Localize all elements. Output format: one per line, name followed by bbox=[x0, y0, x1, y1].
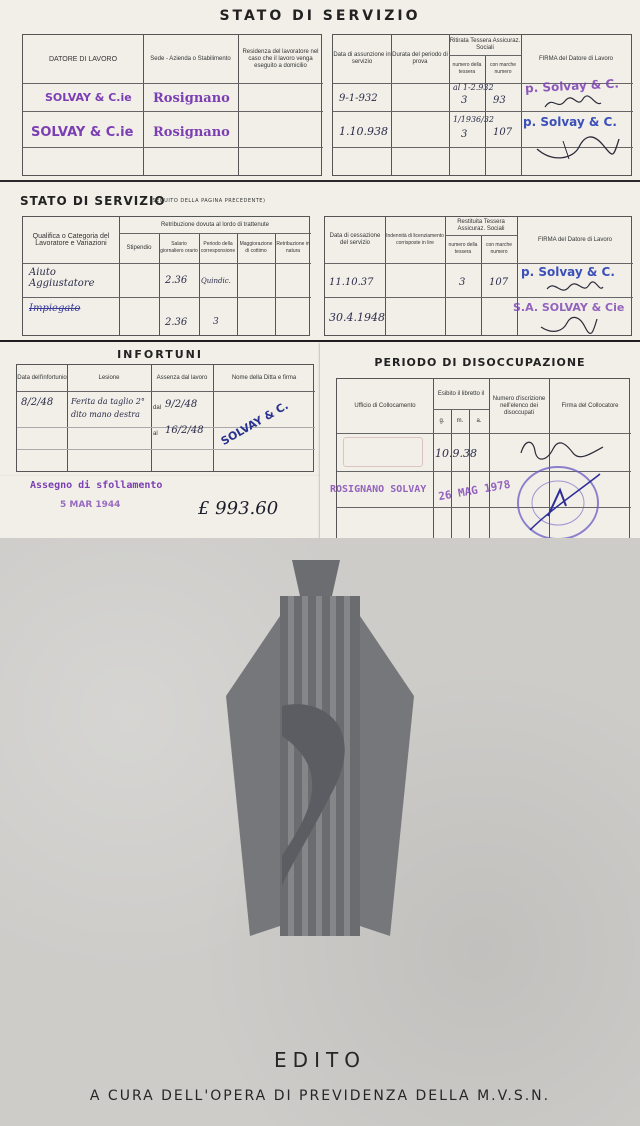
infortunio-lesione: Ferita da taglio 2° dito mano destra bbox=[71, 397, 145, 419]
infortunio-al: 16/2/48 bbox=[165, 425, 204, 436]
seguito-row2-salario: 2.36 bbox=[165, 317, 188, 328]
seguito-row2-periodo: 3 bbox=[213, 317, 219, 327]
header-con-marche: con marche numero bbox=[489, 62, 517, 75]
cover-subtitle: A CURA DELL'OPERA DI PREVIDENZA DELLA M.V.S.N. bbox=[89, 1088, 551, 1104]
row1-datore: SOLVAY & C.ie bbox=[45, 91, 132, 104]
row2-numero: 3 bbox=[461, 129, 468, 140]
row1-marche: 93 bbox=[493, 95, 506, 106]
header-periodo: Periodo della corresponsione bbox=[200, 241, 236, 254]
header-a: a. bbox=[476, 417, 482, 424]
seguito-row1-qualifica: Aiuto Aggiustatore bbox=[29, 267, 95, 289]
servizio-left-table bbox=[22, 34, 322, 176]
header-numero-tessera: numero della tessera bbox=[448, 242, 478, 255]
header-numero: numero della tessera bbox=[452, 62, 482, 75]
seguito-row2-qualifica: Impiegato bbox=[29, 303, 81, 314]
header-g: g. bbox=[439, 417, 445, 424]
seguito-row1-marche: 107 bbox=[489, 277, 509, 288]
cover-edito: EDITO bbox=[274, 1048, 366, 1072]
header-firma: FIRMA del Datore di Lavoro bbox=[538, 55, 614, 62]
assegno-label: Assegno di sfollamento bbox=[30, 480, 163, 491]
header-ditta: Nome della Ditta e firma bbox=[231, 374, 297, 381]
seguito-row2-firma-stamp: S.A. SOLVAY & Cie bbox=[513, 301, 625, 314]
header-data-assunzione: Data di assunzione in servizio bbox=[333, 52, 391, 65]
infortuni-title: INFORTUNI bbox=[117, 348, 203, 361]
row2-signature bbox=[533, 129, 623, 169]
seguito-row1-periodo: Quindic. bbox=[201, 277, 231, 285]
assegno-sheet bbox=[0, 476, 320, 538]
rosignano-stamp: ROSIGNANO SOLVAY bbox=[330, 484, 427, 495]
seguito-row2-data: 30.4.1948 bbox=[329, 311, 385, 324]
header-esibito: Esibito il libretto il bbox=[437, 390, 485, 397]
row1-firma-stamp: p. Solvay & C. bbox=[524, 76, 620, 96]
infortuni-sheet bbox=[0, 342, 320, 476]
seguito-row1-firma-stamp: p. Solvay & C. bbox=[521, 265, 615, 279]
header-assenza: Assenza dal lavoro bbox=[156, 374, 208, 381]
stato-servizio-sheet bbox=[0, 0, 640, 180]
seguito-row1-salario: 2.36 bbox=[165, 275, 188, 286]
row1-tessera-date: al 1-2.932 bbox=[453, 83, 494, 92]
row1-data: 9-1-932 bbox=[339, 93, 378, 104]
row2-firma-stamp: p. Solvay & C. bbox=[523, 115, 617, 129]
header-firma-collocatore: Firma del Collocatore bbox=[561, 402, 619, 409]
header-data-infortunio: Data dell'infortunio bbox=[17, 374, 67, 381]
header-ufficio: Ufficio di Collocamento bbox=[354, 402, 416, 409]
servizio-right-table bbox=[332, 34, 632, 176]
header-ritirata: Ritirata Tessera Assicuraz. Sociali bbox=[449, 38, 521, 51]
header-sede: Sede - Azienda o Stabilimento bbox=[150, 55, 231, 62]
assegno-amount: £ 993.60 bbox=[198, 498, 279, 519]
header-firma-datore: FIRMA del Datore di Lavoro bbox=[537, 236, 613, 243]
rosignano-stamp-date: 26 MAG 1978 bbox=[437, 477, 512, 504]
seguito-row1-data: 11.10.37 bbox=[329, 277, 374, 288]
row1-signature bbox=[543, 93, 603, 113]
header-maggiorazione: Maggiorazione di cottimo bbox=[239, 241, 273, 254]
seguito-left-table bbox=[22, 216, 310, 336]
header-retribuzione: Retribuzione dovuta al lordo di trattenute bbox=[160, 221, 270, 228]
row1-numero: 3 bbox=[461, 95, 468, 106]
row2-datore: SOLVAY & C.ie bbox=[31, 125, 134, 140]
row2-marche: 107 bbox=[493, 127, 513, 138]
header-datore: DATORE DI LAVORO bbox=[48, 55, 118, 63]
disoccupazione-title: PERIODO DI DISOCCUPAZIONE bbox=[374, 356, 586, 369]
stato-servizio-title: STATO DI SERVIZIO bbox=[219, 8, 421, 24]
infortunio-dal-label: dal bbox=[153, 405, 162, 411]
header-natura: Retribuzione in natura bbox=[276, 241, 310, 254]
row1-sede: Rosignano bbox=[153, 91, 230, 106]
seguito-row2-signature bbox=[539, 313, 599, 335]
disoccupazione-date: 10.9.38 bbox=[435, 447, 477, 460]
header-m: m. bbox=[456, 417, 464, 424]
header-stipendio: Stipendio bbox=[126, 244, 152, 251]
header-lesione: Lesione bbox=[98, 374, 120, 381]
header-salario: Salario giornaliero orario bbox=[160, 241, 198, 254]
fasces-emblem-icon bbox=[220, 556, 420, 946]
header-restituita: Restituita Tessera Assicuraz. Sociali bbox=[457, 219, 505, 232]
booklet-cover bbox=[0, 538, 640, 1126]
seguito-right-table bbox=[324, 216, 632, 336]
stato-servizio-seguito-sheet bbox=[0, 182, 640, 340]
header-marche: con marche numero bbox=[485, 242, 513, 255]
seguito-subtitle: (SEGUITO DELLA PAGINA PRECEDENTE) bbox=[150, 198, 266, 204]
infortunio-ditta-stamp: SOLVAY & C. bbox=[218, 399, 291, 448]
header-numero-iscrizione: Numero d'iscrizione nell'elenco dei disoccupati bbox=[492, 395, 546, 416]
seguito-row1-numero: 3 bbox=[459, 277, 466, 288]
row2-data: 1.10.938 bbox=[339, 125, 388, 138]
infortunio-dal: 9/2/48 bbox=[165, 399, 198, 410]
header-residenza: Residenza del lavoratore nel caso che il lavoro venga eseguito a domicilio bbox=[242, 48, 319, 69]
header-durata: Durata del periodo di prova bbox=[392, 52, 448, 65]
header-data-cessazione: Data di cessazione del servizio bbox=[329, 233, 381, 246]
row2-sede: Rosignano bbox=[153, 125, 230, 140]
header-indennita: Indennità di licenziamento corrisposte in lire bbox=[386, 233, 444, 246]
infortuni-table bbox=[16, 364, 314, 472]
seguito-row1-signature bbox=[545, 279, 605, 297]
row2-tessera-date: 1/1936/32 bbox=[453, 115, 495, 124]
infortunio-al-label: al bbox=[153, 431, 158, 437]
assegno-date: 5 MAR 1944 bbox=[60, 500, 121, 510]
header-qualifica: Qualifica o Categoria del Lavoratore e Variazioni bbox=[32, 233, 110, 247]
disoccupazione-faded-stamp bbox=[343, 437, 423, 467]
ministry-circle-stamp bbox=[510, 460, 606, 546]
seguito-title: STATO DI SERVIZIO bbox=[20, 194, 166, 208]
infortunio-data: 8/2/48 bbox=[21, 397, 54, 408]
